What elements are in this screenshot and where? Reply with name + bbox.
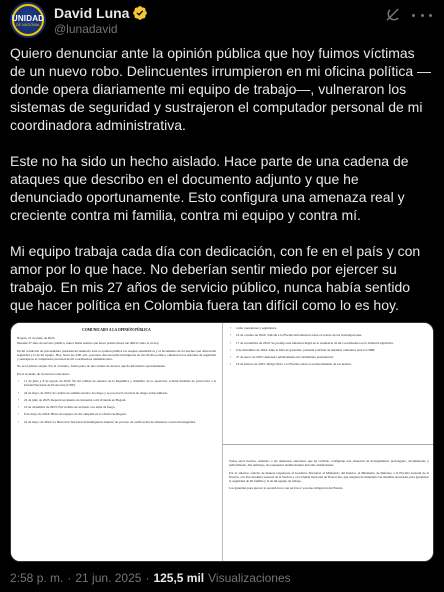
document-list-item: • como operadores y seguidores. bbox=[229, 326, 429, 330]
document-list-item: • 17 de noviembre de 2024: Se produjo una intrusión ilegal en la residencia de mi coordinadora en la Unidad Legislativa. bbox=[229, 341, 429, 345]
document-list-item: • 19 de febrero de 2025: Dirigí oficio a la Fiscalía sobre el esclarecimiento de los hechos. bbox=[229, 362, 429, 366]
avatar-logo-subtext: DE NACIONAL bbox=[16, 23, 40, 27]
tweet-text bbox=[10, 44, 434, 332]
document-paragraph: Las garantías para ejercer la oposición no son un favor: son una obligación del Estado. bbox=[229, 486, 344, 491]
dot-icon bbox=[421, 14, 424, 17]
display-name[interactable]: David Luna bbox=[54, 5, 130, 21]
name-row bbox=[54, 4, 148, 22]
tweet-paragraph-1: Quiero denunciar ante la opinión pública que hoy fuimos víctimas de un nuevo robo. Delincuentes irrumpieron en mi oficina política —donde opera diariamente mi equipo de trabajo—, vulneraron los sistemas de seguridad y sustrajeron el computador personal de mi coordinadora administrativa. bbox=[10, 45, 432, 133]
document-paragraph: En mi condición de precandidato presidencial denuncio ante la opinión pública los ataques sistemáticos y el incremento de los hechos que afectan mi seguridad y la de mi equipo. Hoy, hacia las 4:00 a.m., personas desconocidas irrumpieron en mi oficina política, vulneraron los sistemas de seguridad y sustrajeron el computador personal de mi coordinadora administrativa. bbox=[17, 348, 216, 362]
dot-icon bbox=[412, 14, 415, 17]
avatar[interactable] bbox=[10, 2, 46, 38]
tweet-meta bbox=[10, 568, 434, 588]
document-list-item: • 16 de octubre de 2024: Solicité a la Fiscalía información sobre el avance de las investigaciones. bbox=[229, 333, 429, 337]
meta-separator: · bbox=[67, 571, 72, 585]
tweet-paragraph-3: Mi equipo trabaja cada día con dedicación, con fe en el país y con amor por lo que hace. No deberían sentir miedo por ejercer su trabajo. En mis 27 años de servicio público, nunca había sentido que hacer política en Colombia fuera tan difícil como lo es hoy. bbox=[10, 243, 421, 313]
document-title: COMUNICADO A LA OPINIÓN PÚBLICA bbox=[82, 328, 151, 332]
document-list-item: • 8 de mayo de 2024: Hurto de equipos de mi campaña en la oficina de Bogotá. bbox=[17, 412, 216, 416]
document-list-item: • 11 de julio y 8 de agosto de 2022: En mi calidad de senador de la República y miembro de la oposición, solicité medidas de protección a la Unidad Nacional de Protección (UNP). bbox=[17, 379, 216, 388]
document-list-item: • 22 de julio de 2023: Reporté un intento de intrusión a mi vivienda en Bogotá. bbox=[17, 398, 216, 402]
document-list-item: • 27 de enero de 2025: Amenazó públicamente mi candidatura presidencial. bbox=[229, 355, 429, 359]
verified-badge-icon[interactable] bbox=[132, 5, 148, 21]
document-page-left bbox=[11, 323, 223, 562]
document-page-right-bottom bbox=[223, 445, 434, 562]
document-paragraph: Por lo anterior, solicito de manera respetuosa al Gobierno Nacional, al Ministerio del Interior, al Ministerio de Defensa, a la Fiscalía General de la Nación, a la Procuraduría General de la Nación y a la Unidad Nacional de Protección, que adopten de inmediato las medidas necesarias para garantizar la seguridad de mi familia y la de mi equipo de trabajo. bbox=[229, 470, 429, 484]
views-count[interactable]: 125,5 mil bbox=[153, 571, 205, 585]
avatar-logo-text: UNIDAD bbox=[11, 14, 45, 23]
tweet-date[interactable]: 21 jun. 2025 bbox=[75, 571, 142, 585]
more-options-icon[interactable] bbox=[412, 6, 432, 24]
dot-icon bbox=[429, 14, 432, 17]
document-paragraph: No es el primer ataque. Por el contrario, forma parte de una cadena de sucesos que he informado oportunamente. bbox=[17, 364, 166, 369]
document-list-item: • 16 de diciembre de 2023: Fui víctima de un hurto con arma de fuego. bbox=[17, 405, 216, 409]
tweet-paragraph-2: Este no ha sido un hecho aislado. Hace parte de una cadena de ataques que describo en el documento adjunto y que he denunciado oportunamente. Esto configura una amenaza real y creciente contra mi familia, contra mi equipo y contra mí. bbox=[10, 153, 409, 223]
tweet-time[interactable]: 2:58 p. m. bbox=[10, 571, 64, 585]
document-list-item: • 24 de mayo de 2023: Se realizó un análisis técnico de riesgo y se reconoció un nivel de riesgo extraordinario. bbox=[17, 391, 216, 395]
grok-icon[interactable] bbox=[384, 6, 402, 24]
tweet-header bbox=[10, 2, 434, 42]
meta-separator: · bbox=[145, 571, 150, 585]
document-page-right-top bbox=[223, 323, 434, 445]
document-list-item: • 16 de mayo de 2024: La Dirección Nacional de Inteligencia anunció un proceso de verificación de amenazas contra mi integridad. bbox=[17, 420, 216, 424]
document-paragraph: Todos estos hechos, sumados a las amenazas anteriores que he recibido configuran una situación de hostigamiento prolongado, documentado y judicializado. Sin embargo, las respuestas institucionales han sido insuficientes. bbox=[229, 459, 429, 468]
document-page-right bbox=[223, 323, 434, 562]
attached-document-image[interactable] bbox=[10, 322, 434, 562]
document-date: Bogotá, 21 de junio de 2025. bbox=[17, 336, 56, 340]
document-paragraph: En el recuento de los hechos relevantes: bbox=[17, 371, 70, 376]
document-paragraph: Durante 27 años de servicio público, nunca había sentido que hacer política fuera tan difícil como lo es hoy. bbox=[17, 341, 160, 346]
document-list-item: • 9 de diciembre de 2024: Ante la falta de garantías, presenté solicitud de medidas cautelares ante la CIDH. bbox=[229, 348, 429, 352]
handle[interactable]: @lunadavid bbox=[54, 22, 118, 36]
views-label: Visualizaciones bbox=[208, 571, 291, 585]
